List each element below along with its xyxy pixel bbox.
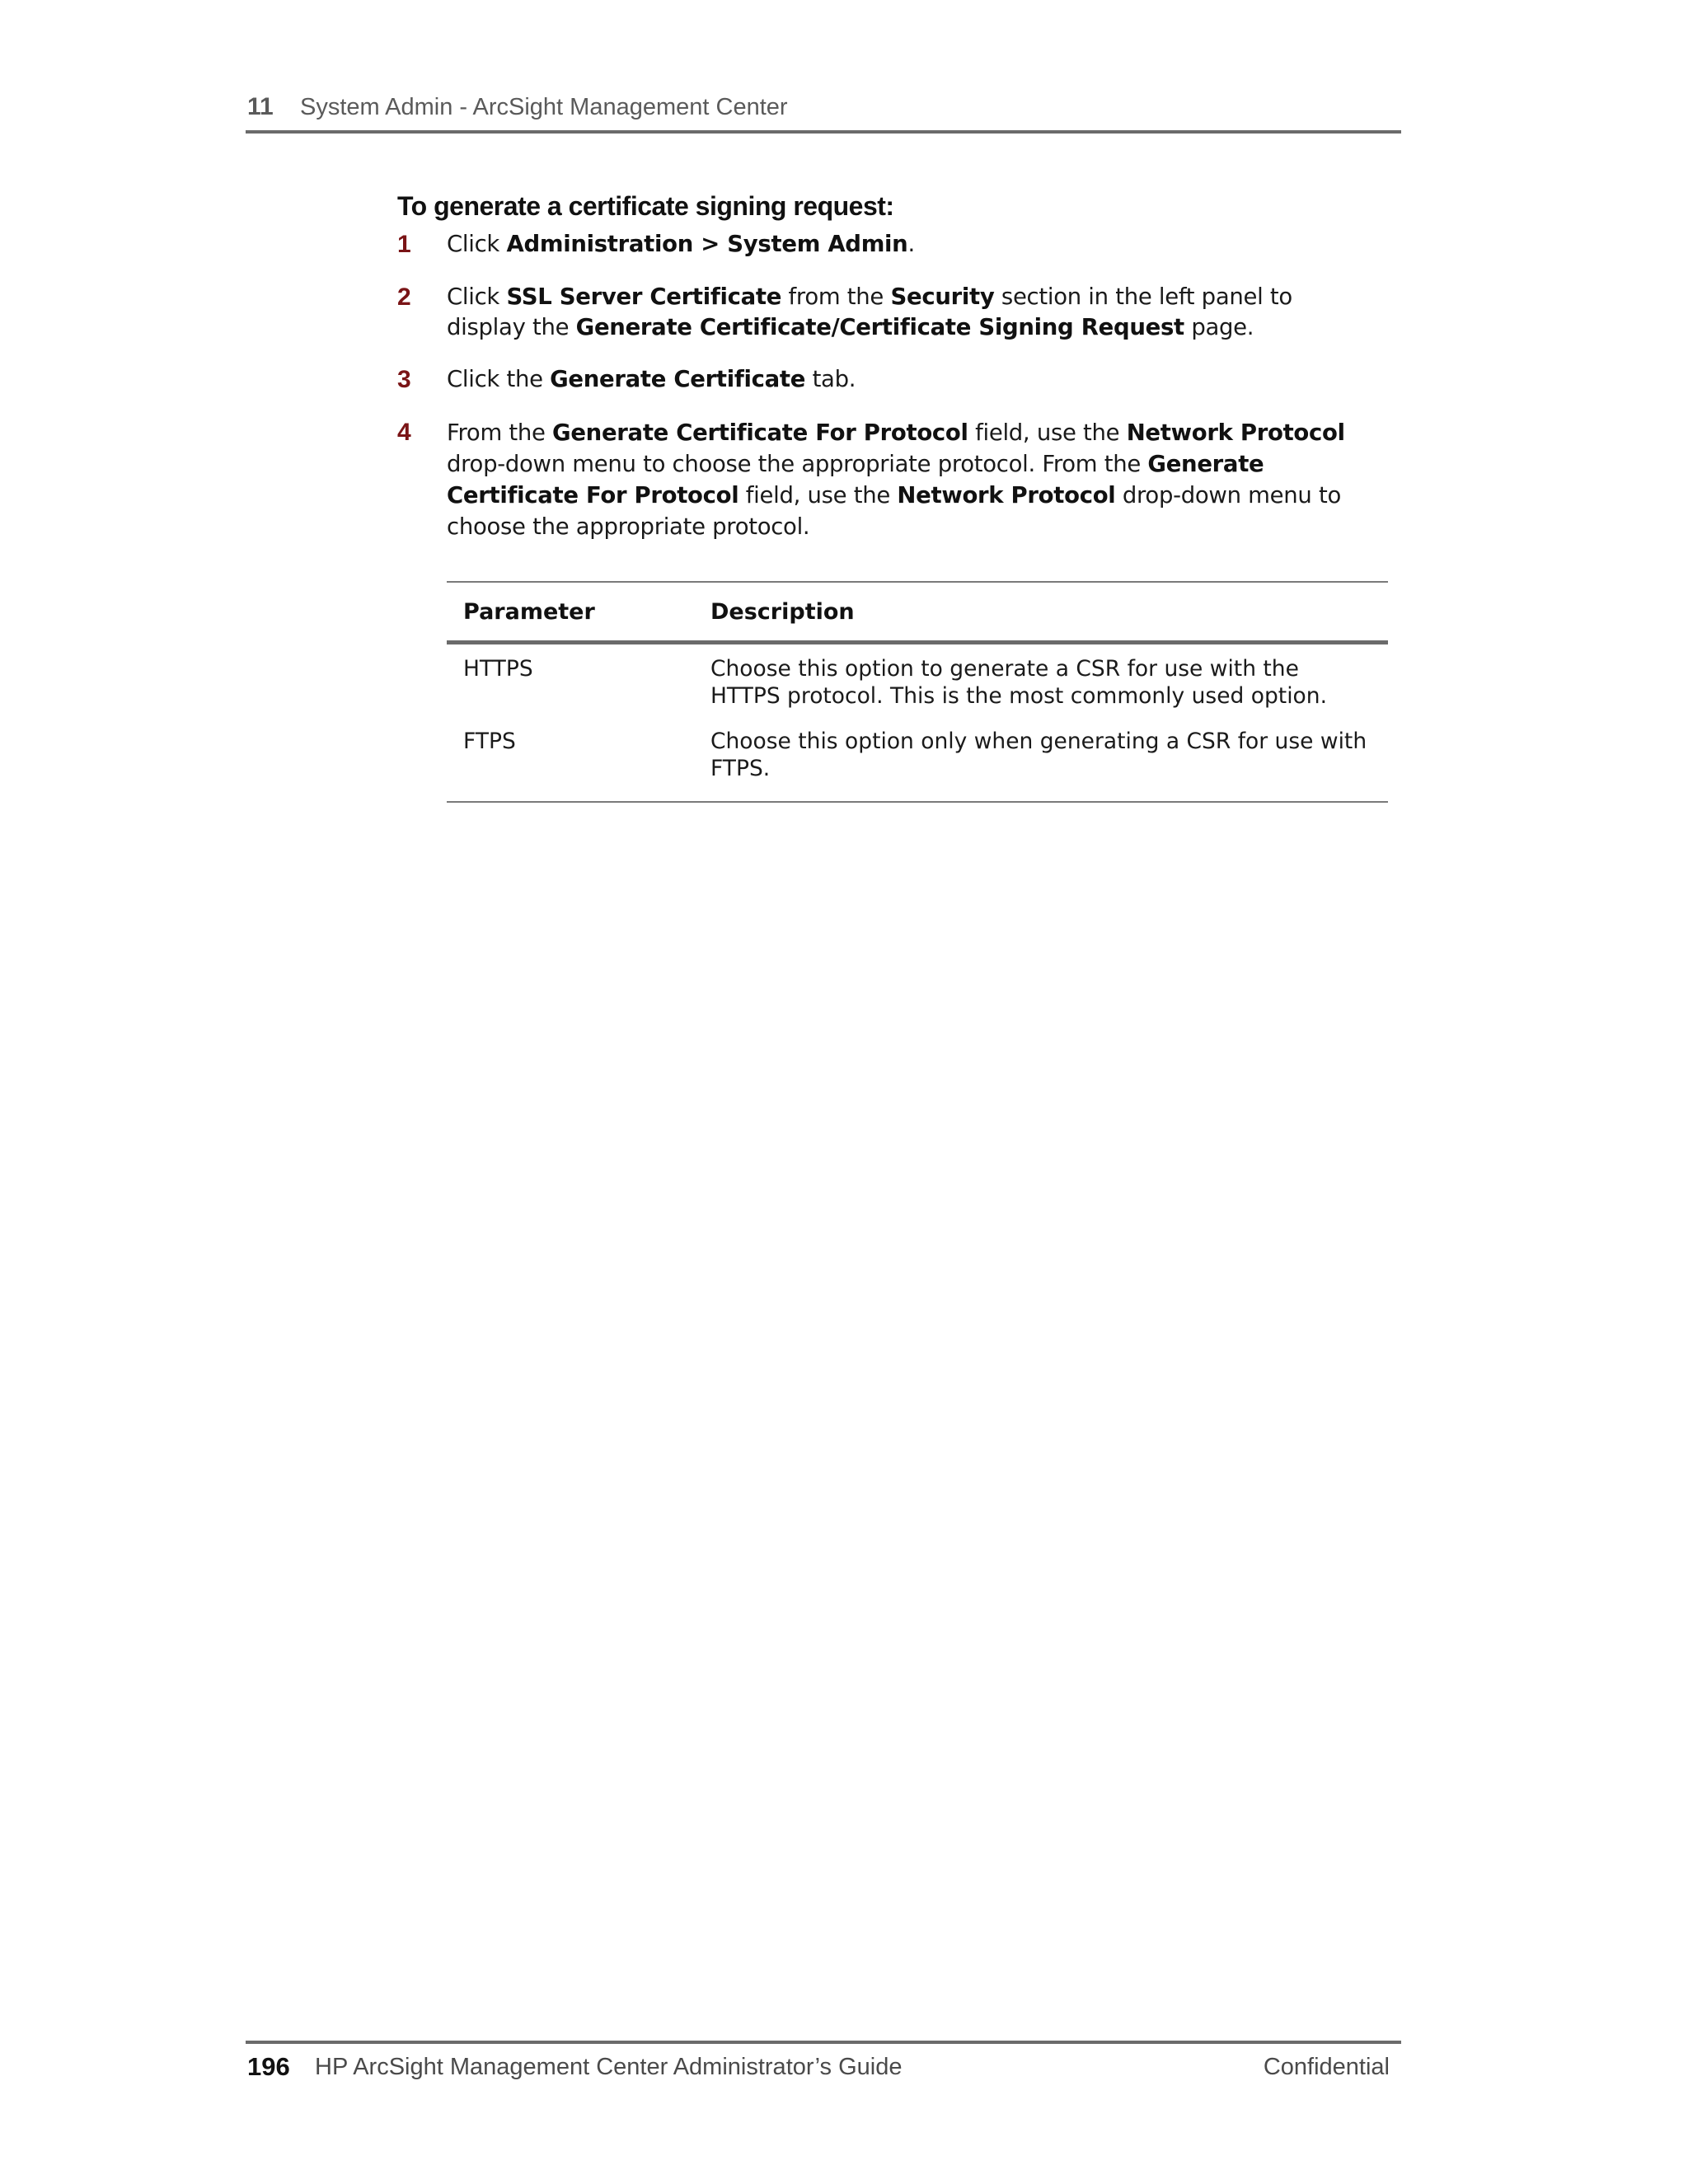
table-header-row [447,583,1388,644]
page-number: 196 [247,2052,290,2081]
step-text-run: section in the left panel to display the [447,284,1292,340]
ui-term: Administration > System Admin [506,231,908,257]
description-cell: Choose this option only when generating a CSR for use with FTPS. [710,729,1367,781]
ui-term: Network Protocol [1126,419,1345,446]
ui-term: Generate Certificate [550,366,806,392]
table-row [447,722,1388,801]
guide-title: HP ArcSight Management Center Administrator’s Guide [315,2054,903,2080]
table-row [447,644,1388,722]
step-number: 1 [397,231,411,258]
step-number: 3 [397,366,411,393]
procedure-heading: To generate a certificate signing request: [397,191,894,221]
step-text [447,417,1374,542]
ui-term: SSL Server Certificate [506,284,782,310]
step-number: 4 [397,419,411,446]
chapter-title: System Admin - ArcSight Management Center [300,94,788,120]
step-text-run: drop-down menu to choose the appropriate protocol. From the [447,451,1148,477]
step-text-run: From the [447,419,553,446]
step-text-run: field, use the [968,419,1127,446]
classification-label: Confidential [1263,2054,1390,2080]
parameter-cell: FTPS [463,729,516,754]
step-text-run: . [907,231,915,257]
step-text-run: from the [781,284,891,310]
step-text [447,229,1374,260]
parameter-table [447,581,1388,803]
step-text-run: page. [1184,314,1254,340]
step-text-run: Click [447,231,507,257]
chapter-number: 11 [247,93,274,120]
ui-term: Security [890,284,995,310]
parameter-cell: HTTPS [463,656,533,682]
step-text [447,364,1374,395]
ui-term: Generate Certificate/Certificate Signing Request [575,314,1184,340]
column-header-description: Description [710,599,855,625]
step-text-run: tab. [805,366,856,392]
step-text-run: Click [447,284,507,310]
ui-term: Network Protocol [897,482,1116,509]
running-header [246,89,1401,134]
running-footer [246,2041,1401,2093]
step-text-run: Click the [447,366,551,392]
step-text-run: field, use the [738,482,898,509]
ui-term: Generate Certificate For Protocol [552,419,968,446]
step-number: 2 [397,284,411,311]
column-header-parameter: Parameter [463,599,595,625]
ui-term: Generate Certificate For Protocol [447,451,1264,509]
description-cell: Choose this option to generate a CSR for use with the HTTPS protocol. This is the most commonly used option. [710,656,1327,709]
step-text-run: drop-down menu to choose the appropriate protocol. [447,482,1341,540]
step-text [447,282,1374,343]
